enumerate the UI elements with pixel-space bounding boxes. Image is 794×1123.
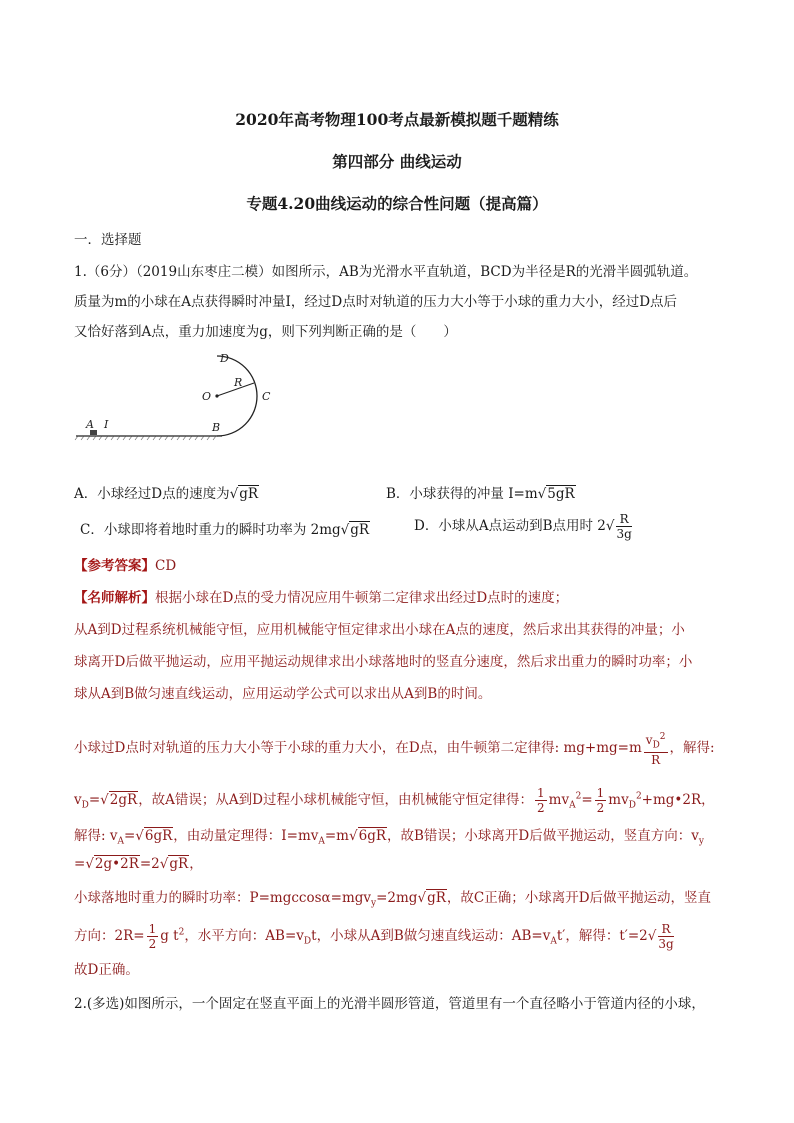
option-a: A．小球经过D点的速度为√gR — [74, 486, 258, 502]
label-a: A — [86, 418, 94, 431]
track-figure — [72, 350, 302, 466]
label-c: C — [262, 390, 271, 403]
analysis-line-6: $v_D=√2gR$，故A错误；从A到D过程小球机械能守恒，由机械能守恒定律得： $\frac{1}{2}$ $mv_A^2=$ $\frac{1}{2}$ $mv_D^2+mg•2R$， — [74, 786, 715, 815]
analysis-line-9: 小球落地时重力的瞬时功率：P=mgccosα=mgv$_y$=2mg√gR，故C正确；小球离开D后做平抛运动，竖直 — [74, 890, 712, 909]
analysis-line-10: 方向：2R= $\frac{1}{2}$ g $t^2$，水平方向：$AB=v_Dt$，小球从A到B做匀速直线运动：$AB=v_At'$，解得：t′=2√ $\frac{R}{3g}$ — [74, 922, 674, 951]
topic-title: 专题4.20曲线运动的综合性问题（提高篇） — [246, 194, 548, 213]
analysis-line-1: 【名师解析】根据小球在D点的受力情况应用牛顿第二定律求出经过D点时的速度； — [74, 590, 569, 606]
label-o: O — [202, 390, 212, 403]
analysis-line-7: 解得: $v_A=√6gR$，由动量定理得：$I=mv_A=m√6gR$，故B错误；小球离开D后做平抛运动，竖直方向：$v_y$ — [74, 828, 704, 847]
label-d: D — [220, 352, 229, 365]
answer-line: 【参考答案】CD — [74, 558, 177, 574]
question-1-line-1: 1.（6分）（2019山东枣庄二模）如图所示，AB为光滑水平直轨道，BCD为半径是R的光滑半圆弧轨道。 — [74, 264, 698, 280]
label-i: I — [104, 418, 109, 431]
document-title: 2020年高考物理100考点最新模拟题千题精练 — [235, 110, 559, 129]
question-1-line-3: 又恰好落到A点，重力加速度为g，则下列判断正确的是（ ） — [74, 324, 457, 340]
question-2-line-1: 2.(多选)如图所示，一个固定在竖直平面上的光滑半圆形管道，管道里有一个直径略小于管道内径的小球， — [74, 996, 705, 1012]
option-b: B．小球获得的冲量 I=m√5gR — [386, 486, 575, 502]
label-r: R — [234, 376, 243, 389]
analysis-line-4: 球从A到B做匀速直线运动，应用运动学公式可以求出从A到B的时间。 — [74, 686, 492, 702]
option-c: C．小球即将着地时重力的瞬时功率为 2mg√gR — [80, 522, 370, 538]
part-title: 第四部分 曲线运动 — [332, 152, 462, 171]
analysis-line-2: 从A到D过程系统机械能守恒，应用机械能守恒定律求出小球在A点的速度，然后求出其获得的冲量；小 — [74, 622, 685, 638]
label-b: B — [212, 421, 221, 434]
analysis-line-8: =√2g•2R=2√gR， — [74, 856, 203, 872]
option-d: D．小球从A点运动到B点用时 2√ $\frac{R}{3g}$ — [414, 512, 632, 541]
analysis-line-11: 故D正确。 — [74, 962, 139, 978]
section-heading: 一．选择题 — [74, 232, 142, 248]
question-1-line-2: 质量为m的小球在A点获得瞬时冲量I，经过D点时对轨道的压力大小等于小球的重力大小，经过D点后 — [74, 294, 678, 310]
semicircle-track — [217, 356, 257, 436]
ground-hatching — [75, 436, 216, 440]
analysis-line-3: 球离开D后做平抛运动，应用平抛运动规律求出小球落地时的竖直分速度，然后求出重力的瞬时功率；小 — [74, 654, 693, 670]
analysis-line-5: 小球过D点时对轨道的压力大小等于小球的重力大小，在D点，由牛顿第二定律得: mg+mg=m $\frac{v_D^2}{R}$ ，解得: — [74, 732, 715, 768]
center-dot — [215, 394, 218, 397]
